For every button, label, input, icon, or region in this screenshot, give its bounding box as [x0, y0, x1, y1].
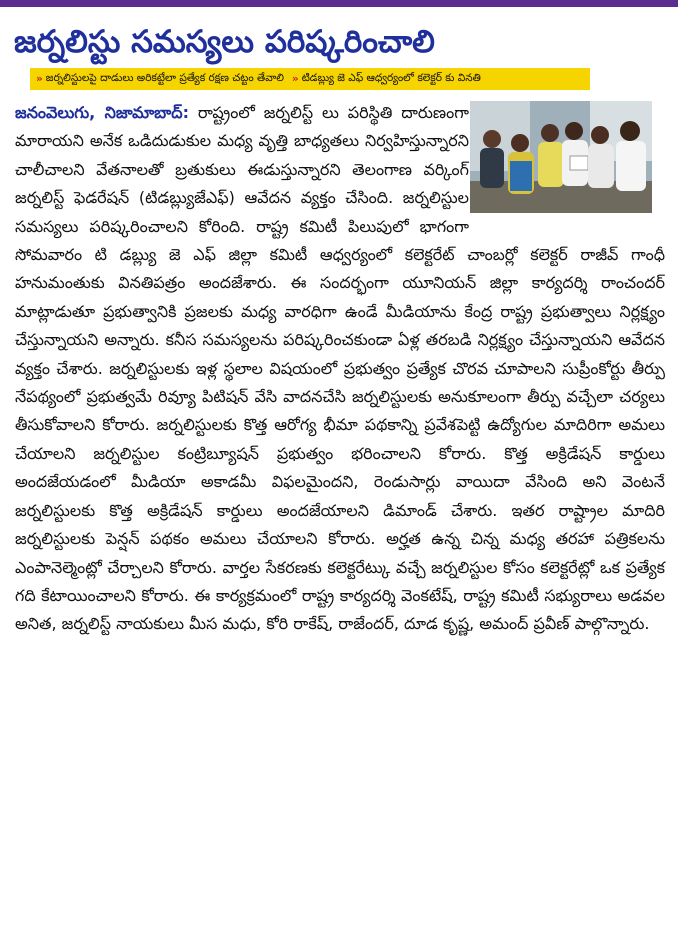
double-chevron-right-icon: » [36, 73, 43, 85]
top-accent-bar [0, 0, 678, 7]
subheadline-2: టిడబ్ల్యు జె ఎఫ్ ఆధ్వర్యంలో కలెక్టర్ కు వినతి [301, 71, 481, 84]
subheadline-strip [30, 68, 590, 90]
page-headline: జర్నలిస్టు సమస్యలు పరిష్కరించాలి [14, 24, 435, 60]
photo-wrap-spacer [469, 99, 665, 219]
article-text: రాష్ట్రంలో జర్నలిస్ట్ లు పరిస్థితి దారుణంగా మారాయని అనేక ఒడిదుడుకుల మధ్య వృత్తి బాధ్యతలు నిర్వహిస్తున్నారని చాలీచాలని వేతనాలతో బ్రతుకులు ఈడుస్తున్నారని తెలంగాణ వర్కింగ్ జర్నలిస్ట్ ఫెడరేషన్ (టిడబ్ల్యుజేఎఫ్) ఆవేదన వ్యక్తం చేసింది. జర్నలిస్టుల సమస్యలు పరిష్కరించాలని కోరింది. రాష్ట్ర కమిటీ పిలుపులో భాగంగా సోమవారం టి డబ్ల్యు జె ఎఫ్ జిల్లా కమిటీ ఆధ్వర్యంలో కలెక్టరేట్ చాంబర్లో కలెక్టర్ రాజీవ్ గాంధీ హనుమంతుకు వినతిపత్రం అందజేశారు. ఈ సందర్భంగా యూనియన్ జిల్లా కార్యదర్శి రాంచందర్ మాట్లాడుతూ ప్రభుత్వానికి ప్రజలకు మధ్య వారధిగా ఉండే మీడియాను కేంద్ర రాష్ట్ర ప్రభుత్వాలు నిర్లక్ష్యం చేస్తున్నాయని అన్నారు. కనీస సమస్యలను పరిష్కరించకుండా ఏళ్ల తరబడి నిర్లక్ష్యం చేస్తున్నాయని ఆవేదన వ్యక్తం చేశారు. జర్నలిస్టులకు ఇళ్ల స్థలాల విషయంలో ప్రభుత్వం ప్రత్యేక చొరవ చూపాలని సుప్రీంకోర్టు తీర్పు నేపథ్యంలో ప్రభుత్వమే రివ్యూ పిటిషన్ వేసి వాదనచేసి జర్నలిస్టులకు అనుకూలంగా తీర్పు వచ్చేలా చర్యలు తీసుకోవాలని కోరారు. జర్నలిస్టులకు కొత్త ఆరోగ్య భీమా పథకాన్ని ప్రవేశపెట్టి ఉద్యోగుల మాదిరిగా అమలు చేయాలని జర్నలిస్టుల కంట్రిబ్యూషన్ ప్రభుత్వం భరించాలని కోరారు. కొత్త అక్రిడేషన్ కార్డులు అందజేయడంలో మీడియా అకాడమీ విఫలమైందని, రెండుసార్లు వాయిదా వేసింది అని వెంటనే జర్నలిస్టులకు కొత్త అక్రిడేషన్ కార్డులు అందజేయాలని డిమాండ్ చేశారు. ఇతర రాష్ట్రాల మాదిరి జర్నలిస్టులకు పెన్షన్ పథకం అమలు చేయాలని కోరారు. అర్హత ఉన్న చిన్న మధ్య తరహా పత్రికలను ఎంపానెల్మెంట్లో చేర్చాలని కోరారు. వార్తల సేకరణకు కలెక్టరేట్కు వచ్చే జర్నలిస్టుల కోసం కలెక్టరేట్లో ఒక ప్రత్యేక గది కేటాయించాలని కోరారు. ఈ కార్యక్రమంలో రాష్ట్ర కార్యదర్శి వెంకటేష్, రాష్ట్ర కమిటీ సభ్యురాలు అడవల అనిత, జర్నలిస్ట్ నాయకులు మీస మధు, కోరి రాకేష్, రాజేందర్, దూడ కృష్ణ, అమంద్ ప్రవీణ్ పాల్గొన్నారు. [15, 103, 665, 634]
dateline: జనంవెలుగు, నిజామాబాద్: [15, 103, 189, 122]
article-body [15, 99, 665, 639]
double-chevron-right-icon: » [291, 73, 299, 85]
subheadline-1: జర్నలిస్టులపై దాడులు అరికట్టేలా ప్రత్యేక రక్షణ చట్టం తేవాలి [45, 71, 284, 84]
